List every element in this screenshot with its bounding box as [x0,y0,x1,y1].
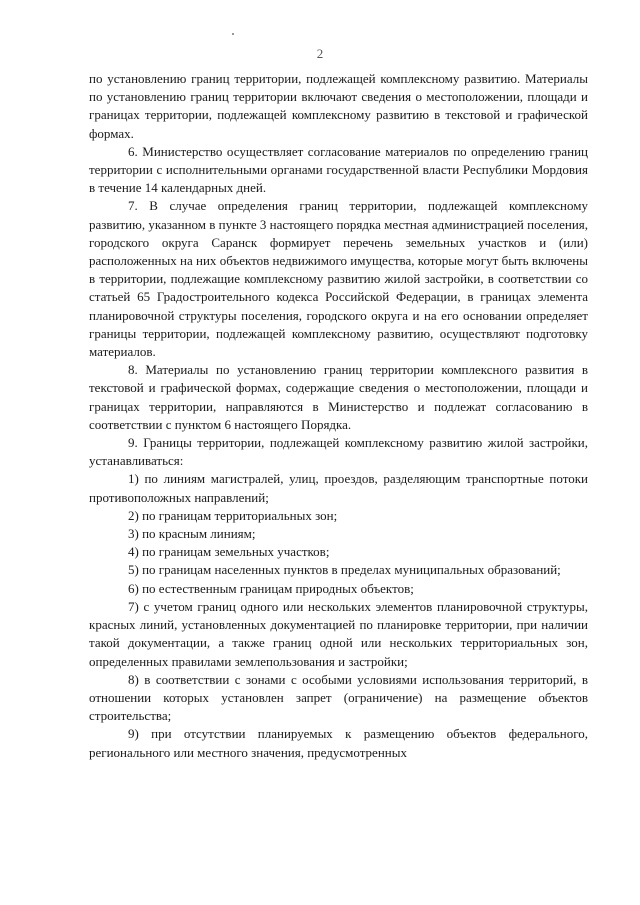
page-number: 2 [316,46,324,61]
paragraph-item-7: 7. В случае определения границ территории, подлежащей комплексному развитию, указанном в пункте 3 настоящего порядка местная администрацией поселения, городского округа Саранск формирует перечень земельных участков и (или) расположенных на них объектов недвижимого имущества, которые могут быть включены в территории, подлежащие комплексному развитию жилой застройки, в соответствии со статьей 65 Градостроительного кодекса Российской Федерации, в границах элемента планировочной структуры поселения, городского округа и на его основании определяет границы территории, подлежащей комплексному развитию, осуществляют подготовку материалов. [89,198,589,360]
list-item-6: 6) по естественным границам природных объектов; [128,580,414,596]
document-body [89,70,588,762]
list-item-4: 4) по границам земельных участков; [128,544,330,560]
paragraph-continuation: по установлению границ территории, подлежащей комплексному развитию. Материалы по установлению границ территории включают сведения о местоположении, площади и границах территории, подлежащей комплексному развитию в текстовой и графической формах. [89,71,588,141]
list-item-2: 2) по границам территориальных зон; [128,507,338,523]
list-item-3: 3) по красным линиям; [128,526,256,542]
list-item-1: 1) по линиям магистралей, улиц, проездов, разделяющим транспортные потоки противоположных направлений; [89,471,588,505]
list-item-7: 7) с учетом границ одного или нескольких элементов планировочной структуры, красных линий, установленных документацией по планировке территории, при наличии такой документации, а также границ одной или нескольких территориальных зон, определенных правилами землепользования и застройки; [89,598,588,669]
paragraph-item-9: 9. Границы территории, подлежащей комплексному развитию жилой застройки, устанавливаться: [89,435,588,469]
list-item-9: 9) при отсутствии планируемых к размещению объектов федерального, регионального или местного значения, предусмотренных [89,726,588,760]
scan-speck [232,33,234,35]
paragraph-item-6: 6. Министерство осуществляет согласование материалов по определению границ территории с исполнительными органами государственной власти Республики Мордовия в течение 14 календарных дней. [89,143,588,196]
list-item-5: 5) по границам населенных пунктов в пределах муниципальных образований; [128,562,561,578]
list-item-8: 8) в соответствии с зонами с особыми условиями использования территорий, в отношении которых установлен запрет (ограничение) на размещение объектов строительства; [89,671,588,724]
paragraph-item-8: 8. Материалы по установлению границ территории комплексного развития в текстовой и графической формах, содержащие сведения о местоположении, площади и границах территории, направляются в Министерство и подлежат согласованию в соответствии с пунктом 6 настоящего Порядка. [89,362,588,432]
